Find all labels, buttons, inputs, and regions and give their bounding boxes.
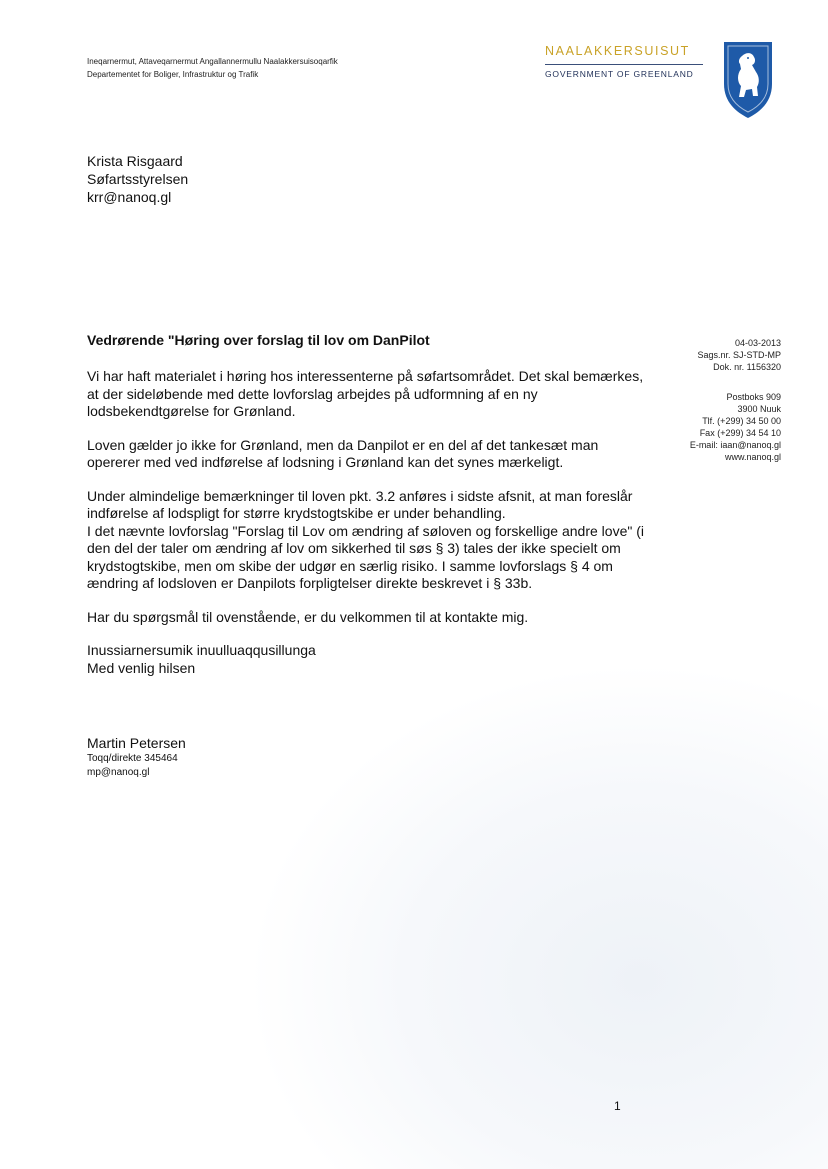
closing-greenlandic: Inussiarnersumik inuulluaqqusillunga	[87, 642, 316, 658]
phone: Tlf. (+299) 34 50 00	[702, 416, 781, 426]
logo-divider	[545, 64, 703, 65]
case-number: Sags.nr. SJ-STD-MP	[697, 350, 781, 360]
recipient-address	[87, 152, 188, 206]
letter-subject: Vedrørende "Høring over forslag til lov om DanPilot	[87, 332, 430, 348]
website: www.nanoq.gl	[724, 452, 781, 462]
city: 3900 Nuuk	[737, 404, 781, 414]
paragraph-line: Under almindelige bemærkninger til loven pkt. 3.2 anføres i sidste afsnit, at man foreslår indførelse af lodspligt for større krydstogtskibe er under behandling.	[87, 487, 633, 521]
document-number: Dok. nr. 1156320	[713, 362, 781, 372]
email: E-mail: iaan@nanoq.gl	[689, 440, 781, 450]
signer-phone: Toqq/direkte 345464	[87, 753, 178, 764]
signer-email: mp@nanoq.gl	[87, 767, 150, 778]
paragraph: Vi har haft materialet i høring hos interessenterne på søfartsområdet. Det skal bemærkes, at der sideløbende med dette lovforslag arbejdes på udformning af en ny lodsbekendtgørelse for Grønland.	[87, 368, 644, 419]
closing-danish: Med venlig hilsen	[87, 659, 196, 676]
closing	[87, 642, 647, 677]
logo-subtitle: GOVERNMENT OF GREENLAND	[545, 69, 694, 79]
paragraph: Loven gælder jo ikke for Grønland, men da Danpilot er en del af det tankesæt man opererer med ved indførelse af lodsning i Grønland kan det synes mærkeligt.	[87, 436, 599, 470]
letter-date: 04-03-2013	[734, 338, 781, 348]
paragraph-line: I det nævnte lovforslag "Forslag til Lov om ændring af søloven og forskellige andre love" (i den del der taler om ændring af lov om sikkerhed til søs § 3) tales der ikke specielt om krydstogtskibe, men om skibe der udgør en særlig risiko. I samme lovforslags § 4 om ændring af lodsloven er Danpilots forpligtelser direkte beskrevet i § 33b.	[87, 522, 644, 591]
department-name-greenlandic: Ineqarnermut, Attaveqarnermut Angallannermullu Naalakkersuisoqarfik	[87, 57, 338, 66]
fax: Fax (+299) 34 54 10	[699, 428, 781, 438]
letter-body	[87, 368, 647, 693]
department-name-danish: Departementet for Boliger, Infrastruktur og Trafik	[87, 70, 259, 79]
polar-bear-shield-icon	[722, 40, 774, 120]
signature-block	[87, 734, 186, 780]
sender-info-sidebar	[690, 337, 781, 463]
postbox: Postboks 909	[726, 392, 781, 402]
government-logo	[545, 44, 705, 79]
paragraph	[87, 488, 647, 593]
signer-name: Martin Petersen	[87, 735, 186, 751]
spacer	[690, 373, 781, 391]
recipient-organization: Søfartsstyrelsen	[87, 171, 189, 187]
recipient-name: Krista Risgaard	[87, 153, 183, 169]
logo-title: NAALAKKERSUISUT	[545, 44, 690, 58]
paragraph: Har du spørgsmål til ovenstående, er du velkommen til at kontakte mig.	[87, 608, 529, 625]
page-number: 1	[614, 1099, 621, 1113]
recipient-email: krr@nanoq.gl	[87, 189, 172, 205]
department-header	[87, 55, 338, 81]
